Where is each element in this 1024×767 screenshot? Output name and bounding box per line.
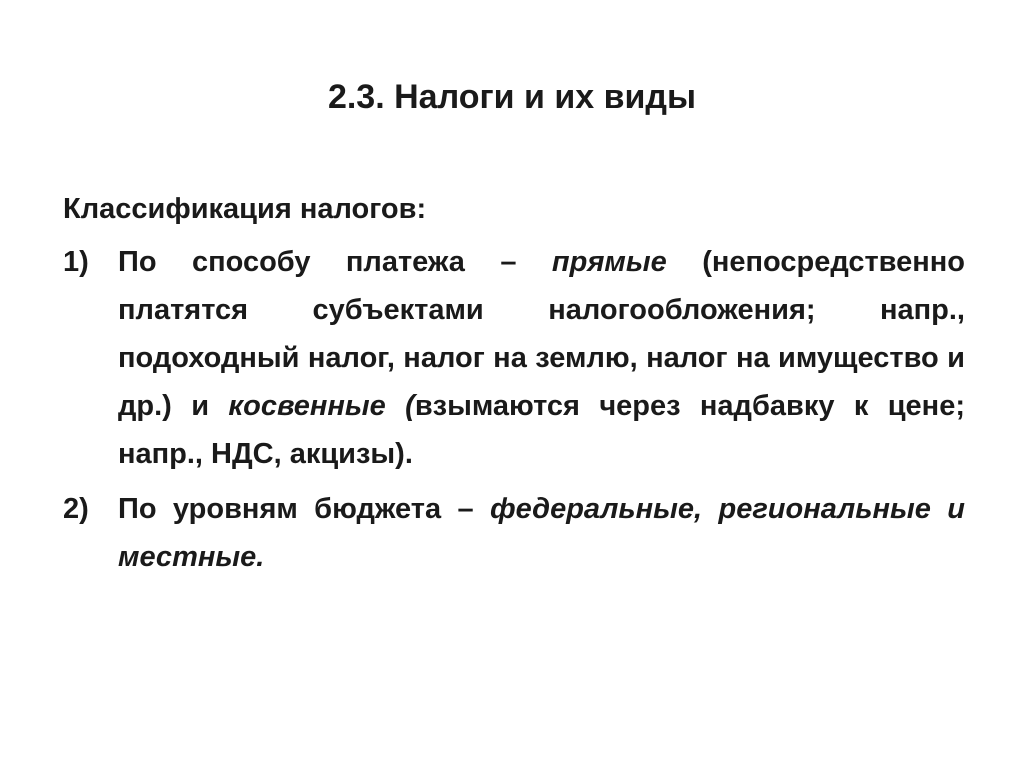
list-item-text xyxy=(118,493,965,573)
list-item xyxy=(63,238,965,478)
list-item-number: 1) xyxy=(63,246,89,278)
list-item-number: 2) xyxy=(63,493,89,525)
text-segment: По способу платежа – xyxy=(118,246,552,278)
slide-body xyxy=(63,185,965,588)
emphasis-indirect: косвенные ( xyxy=(228,390,415,422)
emphasis-budget-levels: федеральные, региональные и местные. xyxy=(118,493,965,573)
text-segment: (непосредственно платятся субъектами налогообложения; напр., подоходный налог, налог на землю, налог на имущество и др.) и xyxy=(118,246,966,422)
emphasis-direct: прямые xyxy=(551,246,667,278)
list-item xyxy=(63,485,965,581)
list-item-text xyxy=(118,246,965,470)
text-segment: взымаются через надбавку к цене; напр., НДС, акцизы). xyxy=(118,390,965,470)
slide-title: 2.3. Налоги и их виды xyxy=(327,78,697,116)
text-segment: По уровням бюджета – xyxy=(118,493,490,525)
classification-heading: Классификация налогов: xyxy=(63,193,427,225)
